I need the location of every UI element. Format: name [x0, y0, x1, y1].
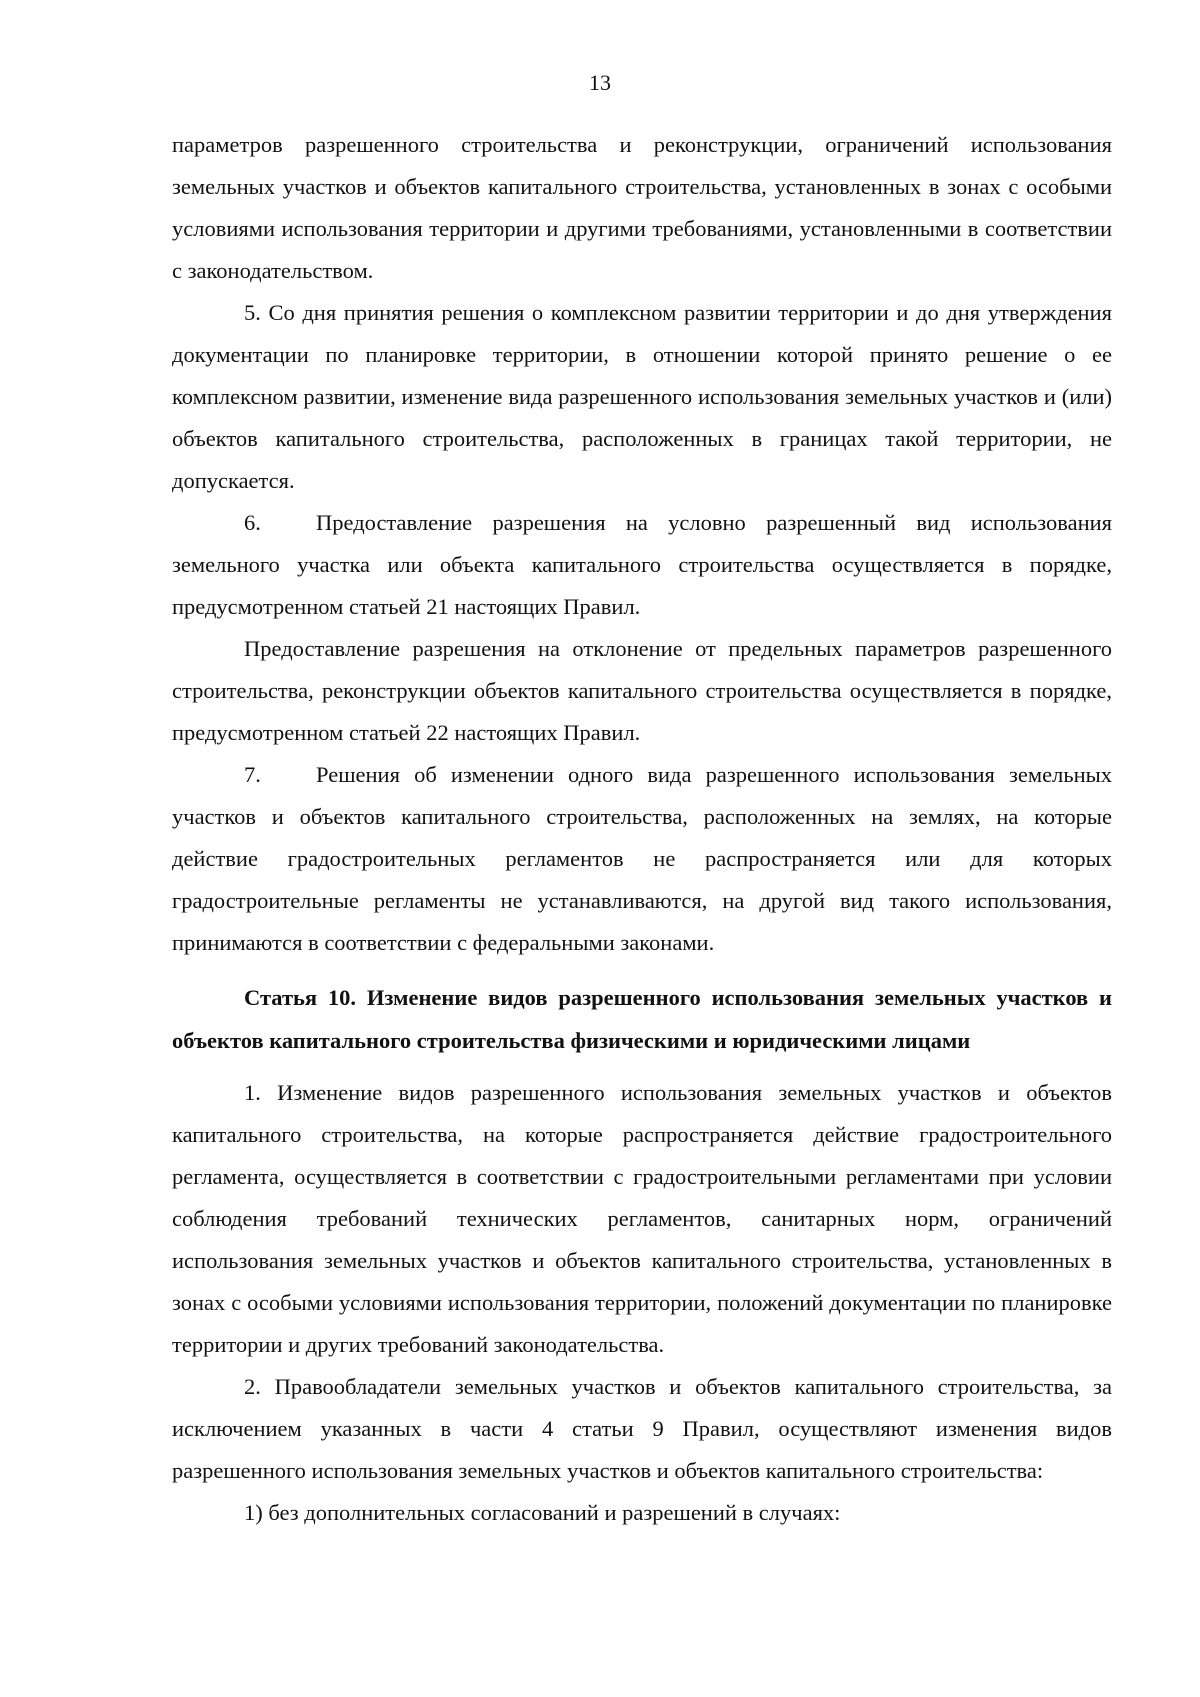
paragraph-continuation: параметров разрешенного строительства и реконструкции, ограничений использования земельных участков и объектов капитального строительства, установленных в зонах с особыми условиями использования территории и другими требованиями, установленными в соответствии с законодательством.	[172, 132, 1112, 283]
paragraph-article10-item-2: 2. Правообладатели земельных участков и объектов капитального строительства, за исключением указанных в части 4 статьи 9 Правил, осуществляют изменения видов разрешенного использования земельных участков и объектов капитального строительства:	[172, 1374, 1112, 1483]
item-number: 6.	[244, 510, 261, 535]
paragraph-item-5: 5. Со дня принятия решения о комплексном развитии территории и до дня утверждения документации по планировке территории, в отношении которой принято решение о ее комплексном развитии, изменение вида разрешенного использования земельных участков и (или) объектов капитального строительства, расположенных в границах такой территории, не допускается.	[172, 300, 1112, 493]
paragraph-subitem-1: 1) без дополнительных согласований и разрешений в случаях:	[244, 1500, 841, 1525]
item-number: 7.	[244, 762, 261, 787]
item-text: Решения об изменении одного вида разрешенного использования земельных участков и объектов капитального строительства, расположенных на землях, на которые действие градостроительных регламентов не распространяется или для которых градостроительные регламенты не устанавливаются, на другой вид такого использования, принимаются в соответствии с федеральными законами.	[172, 762, 1112, 955]
page-number: 13	[589, 70, 611, 95]
article-heading: Статья 10. Изменение видов разрешенного использования земельных участков и объектов капитального строительства физическими и юридическими лицами	[172, 985, 1112, 1053]
paragraph-deviation-permit: Предоставление разрешения на отклонение от предельных параметров разрешенного строительства, реконструкции объектов капитального строительства осуществляется в порядке, предусмотренном статьей 22 настоящих Правил.	[172, 636, 1112, 745]
item-text: Предоставление разрешения на условно разрешенный вид использования земельного участка или объекта капитального строительства осуществляется в порядке, предусмотренном статьей 21 настоящих Правил.	[172, 510, 1112, 619]
paragraph-article10-item-1: 1. Изменение видов разрешенного использования земельных участков и объектов капитального строительства, на которые распространяется действие градостроительного регламента, осуществляется в соответствии с градостроительными регламентами при условии соблюдения требований технических регламентов, санитарных норм, ограничений использования земельных участков и объектов капитального строительства, установленных в зонах с особыми условиями использования территории, положений документации по планировке территории и других требований законодательства.	[172, 1080, 1112, 1357]
document-body	[172, 124, 1112, 1534]
paragraph-item-6	[172, 502, 1112, 628]
paragraph-item-7	[172, 754, 1112, 964]
